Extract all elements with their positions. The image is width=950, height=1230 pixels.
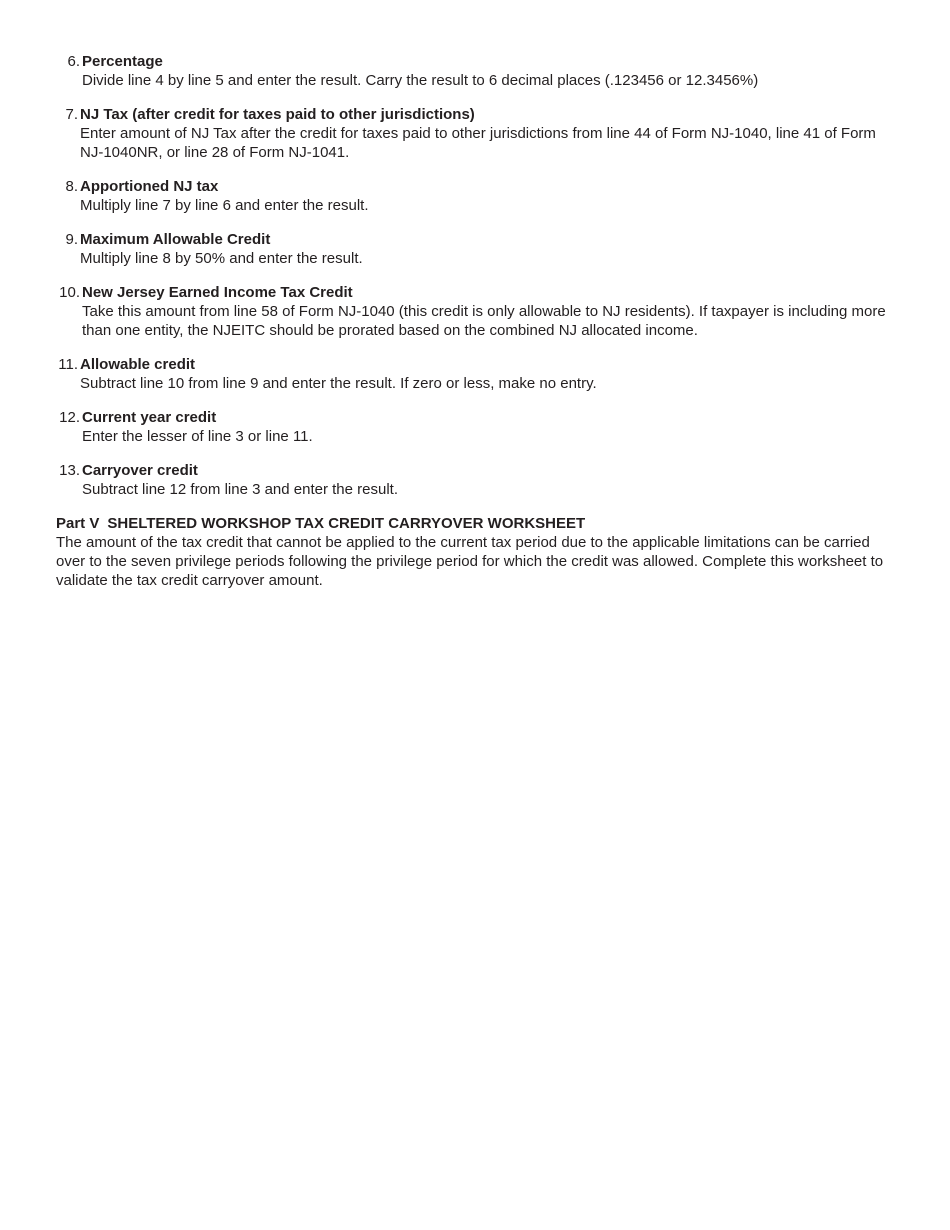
line-number: 8. (65, 178, 78, 195)
part-v-heading (56, 514, 886, 533)
line-8-instruction (56, 177, 886, 215)
line-description: Subtract line 12 from line 3 and enter the result. (82, 481, 399, 498)
line-description: Multiply line 7 by line 6 and enter the result. (80, 197, 369, 214)
line-number: 9. (65, 231, 78, 248)
part-label: Part V (56, 515, 100, 532)
line-description: Multiply line 8 by 50% and enter the result. (80, 250, 363, 267)
line-6-instruction (56, 52, 886, 90)
line-11-instruction (56, 355, 886, 393)
line-title: Carryover credit (82, 462, 198, 479)
line-description: Take this amount from line 58 of Form NJ-1040 (this credit is only allowable to NJ residents). If taxpayer is including more than one entity, the NJEITC should be prorated based on the combined NJ allocated income. (82, 303, 886, 339)
line-10-instruction (56, 283, 886, 340)
part-v-section (56, 514, 886, 590)
line-description: Enter amount of NJ Tax after the credit for taxes paid to other jurisdictions from line 44 of Form NJ-1040, line 41 of Form NJ-1040NR, or line 28 of Form NJ-1041. (80, 125, 876, 161)
line-number: 6. (67, 53, 80, 70)
line-number: 13. (59, 462, 80, 479)
part-title: SHELTERED WORKSHOP TAX CREDIT CARRYOVER WORKSHEET (107, 515, 586, 532)
line-7-instruction (56, 105, 886, 162)
line-title: NJ Tax (after credit for taxes paid to other jurisdictions) (80, 106, 475, 123)
line-title: Allowable credit (80, 356, 196, 373)
line-title: New Jersey Earned Income Tax Credit (82, 284, 353, 301)
line-description: Divide line 4 by line 5 and enter the result. Carry the result to 6 decimal places (.123456 or 12.3456%) (82, 72, 759, 89)
line-9-instruction (56, 230, 886, 268)
instructions-page (56, 52, 886, 590)
line-number: 11. (58, 356, 78, 373)
line-13-instruction (56, 461, 886, 499)
line-description: Enter the lesser of line 3 or line 11. (82, 428, 313, 445)
line-title: Apportioned NJ tax (80, 178, 219, 195)
line-title: Maximum Allowable Credit (80, 231, 271, 248)
line-number: 7. (65, 106, 78, 123)
part-v-description: The amount of the tax credit that cannot be applied to the current tax period due to the applicable limitations can be carried over to the seven privilege periods following the privilege period for which the credit was allowed. Complete this worksheet to validate the tax credit carryover amount. (56, 534, 884, 589)
line-12-instruction (56, 408, 886, 446)
line-description: Subtract line 10 from line 9 and enter the result. If zero or less, make no entry. (80, 375, 597, 392)
line-title: Percentage (82, 53, 163, 70)
line-title: Current year credit (82, 409, 217, 426)
line-number: 10. (59, 284, 80, 301)
line-number: 12. (59, 409, 80, 426)
